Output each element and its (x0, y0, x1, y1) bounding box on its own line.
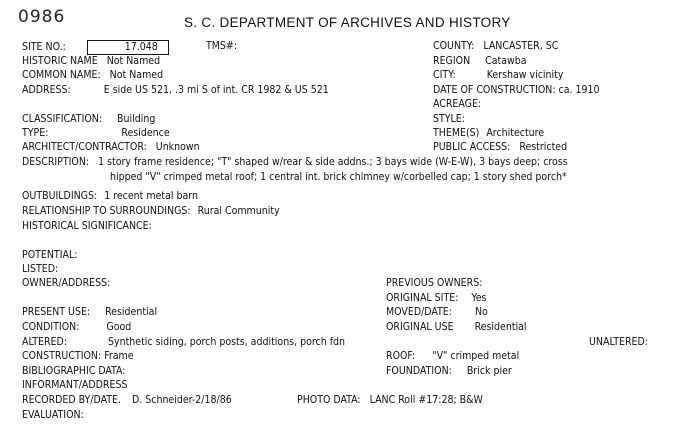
original-site-label: ORIGINAL SITE: (386, 292, 459, 304)
relationship-label: RELATIONSHIP TO SURROUNDINGS: (22, 205, 191, 217)
type-row (22, 127, 170, 140)
photo-data-label: PHOTO DATA: (297, 394, 361, 406)
listed-label: LISTED: (22, 263, 59, 275)
public-access-label: PUBLIC ACCESS: (433, 141, 511, 153)
architect-row (22, 141, 200, 154)
informant-label: INFORMANT/ADDRESS (22, 379, 128, 391)
common-name-label: COMMON NAME: (22, 69, 101, 81)
original-use-label: ORIGINAL USE (386, 321, 454, 333)
historic-name-value: Not Named (106, 55, 161, 67)
acreage-label: ACREAGE: (433, 98, 482, 110)
condition-value: Good (106, 321, 132, 333)
potential-label: POTENTIAL: (22, 249, 78, 261)
foundation-label: FOUNDATION: (386, 365, 452, 377)
region-row (433, 55, 527, 68)
common-name-row (22, 69, 163, 82)
present-use-label: PRESENT USE: (22, 306, 91, 318)
original-site-value: Yes (471, 292, 487, 304)
site-no-row (22, 40, 169, 55)
address-value: E side US 521, .3 mi S of int. CR 1982 & US 521 (103, 84, 329, 96)
foundation-row (386, 365, 512, 378)
architect-label: ARCHITECT/CONTRACTOR: (22, 141, 147, 153)
classification-label: CLASSIFICATION: (22, 113, 103, 125)
description-row (22, 156, 568, 169)
altered-row (22, 336, 345, 349)
construction-label: CONSTRUCTION: (22, 350, 102, 362)
altered-label: ALTERED: (22, 336, 67, 348)
outbuildings-row (22, 190, 198, 203)
city-row (433, 69, 563, 82)
altered-value: Synthetic siding, porch posts, additions, porch fdn (108, 336, 346, 348)
city-label: CITY: (433, 69, 456, 81)
historic-name-label: HISTORIC NAME (22, 55, 98, 67)
original-site-row (386, 292, 486, 305)
type-label: TYPE: (22, 127, 49, 139)
tms-row (206, 40, 237, 53)
handwritten-site-number: 0986 (18, 7, 66, 27)
common-name-value: Not Named (109, 69, 164, 81)
foundation-value: Brick pier (466, 365, 512, 377)
moved-date-row (386, 306, 488, 319)
county-row (433, 40, 558, 53)
address-label: ADDRESS: (22, 84, 71, 96)
site-no-value: 17.048 (87, 40, 169, 55)
classification-row (22, 113, 155, 126)
recorded-by-row (22, 394, 232, 407)
style-label: STYLE: (433, 113, 465, 125)
type-value: Residence (121, 127, 170, 139)
evaluation-label: EVALUATION: (22, 409, 84, 421)
tms-label: TMS#: (206, 40, 238, 52)
public-access-value: Restricted (519, 141, 568, 153)
classification-value: Building (117, 113, 156, 125)
previous-owners-label: PREVIOUS OWNERS: (386, 277, 483, 289)
owner-address-label: OWNER/ADDRESS: (22, 277, 111, 289)
recorded-by-label: RECORDED BY/DATE. (22, 394, 121, 406)
photo-data-row (297, 394, 483, 407)
recorded-by-value: D. Schneider-2/18/86 (131, 394, 232, 406)
description-line-2: hipped "V" crimped metal roof; 1 central int. brick chimney w/corbelled cap; 1 story shed porch* (110, 171, 567, 183)
moved-date-value: No (474, 306, 488, 318)
roof-value: "V" crimped metal (432, 350, 520, 362)
date-of-construction: DATE OF CONSTRUCTION: ca. 1910 (433, 84, 600, 96)
construction-row (22, 350, 134, 363)
outbuildings-label: OUTBUILDINGS: (22, 190, 98, 202)
condition-label: CONDITION: (22, 321, 80, 333)
themes-label: THEME(S) (433, 127, 480, 139)
roof-label: ROOF: (386, 350, 416, 362)
county-value: LANCASTER, SC (483, 40, 559, 52)
unaltered-label: UNALTERED: (589, 336, 648, 348)
roof-row (386, 350, 519, 363)
description-line-1: 1 story frame residence; "T" shaped w/rear & side addns.; 3 bays wide (W-E-W), 3 bays deep; cross (98, 156, 568, 168)
relationship-value: Rural Community (197, 205, 280, 217)
original-use-value: Residential (474, 321, 527, 333)
bibliographic-label: BIBLIOGRAPHIC DATA: (22, 365, 126, 377)
original-use-row (386, 321, 527, 334)
outbuildings-value: 1 recent metal barn (104, 190, 198, 202)
photo-data-value: LANC Roll #17:28; B&W (369, 394, 483, 406)
architect-value: Unknown (155, 141, 200, 153)
document-title: S. C. DEPARTMENT OF ARCHIVES AND HISTORY (184, 15, 511, 30)
relationship-row (22, 205, 280, 218)
description-label: DESCRIPTION: (22, 156, 90, 168)
city-value: Kershaw vicinity (486, 69, 564, 81)
historical-significance-label: HISTORICAL SIGNIFICANCE: (22, 220, 152, 232)
construction-value: Frame (104, 350, 134, 362)
county-label: COUNTY: (433, 40, 475, 52)
themes-value: Architecture (486, 127, 545, 139)
address-row (22, 84, 329, 97)
present-use-value: Residential (105, 306, 158, 318)
public-access-row (433, 141, 567, 154)
moved-date-label: MOVED/DATE: (386, 306, 452, 318)
historic-name-row (22, 55, 160, 68)
region-label: REGION (433, 55, 471, 67)
region-value: Catawba (485, 55, 527, 67)
present-use-row (22, 306, 157, 319)
condition-row (22, 321, 131, 334)
site-no-label: SITE NO.: (22, 41, 66, 53)
themes-row (433, 127, 544, 140)
